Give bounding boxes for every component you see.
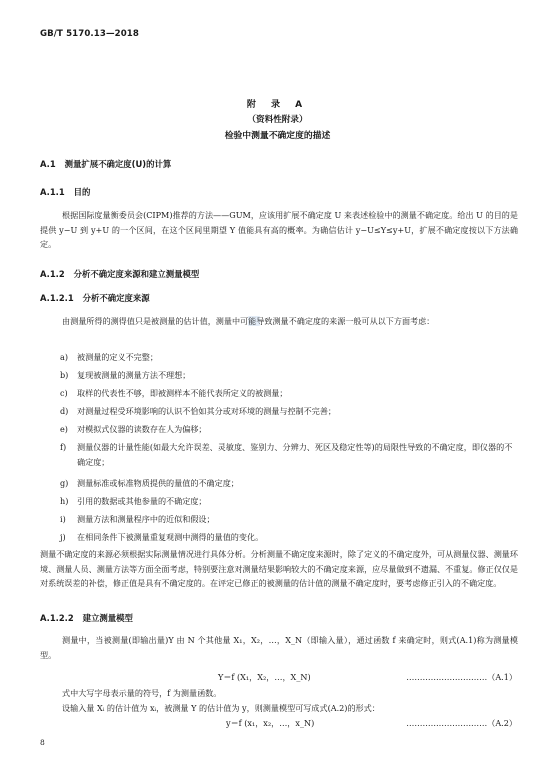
equation-number: …………………………（A.2）	[406, 718, 517, 728]
heading-number: A.1.2.1	[40, 293, 74, 303]
list-text: 引用的数据或其他参量的不确定度；	[77, 496, 207, 506]
heading-number: A.1.2.2	[40, 613, 74, 623]
heading-text: 建立测量模型	[82, 613, 133, 623]
list-text: 测量仪器的计量性能(如最大允许误差、灵敏度、鉴别力、分辨力、死区及稳定性等)的局限性导致的不确定度，即仪器的不确定度；	[77, 442, 513, 467]
list-text: 取样的代表性不够，即被测样本不能代表所定义的被测量；	[77, 388, 288, 398]
heading-number: A.1.2	[40, 269, 65, 279]
heading-a122	[40, 612, 133, 624]
paragraph-estimates: 设输入量 Xᵢ 的估计值为 xᵢ，被测量 Y 的估计值为 y，则测量模型可写成式(A.2)的形式：	[62, 703, 380, 713]
equation-a1: Y＝f (X₁，X₂，…，X_N)	[218, 672, 311, 682]
list-text: 在相同条件下被测量重复观测中测得的量值的变化。	[77, 532, 264, 542]
standard-code: GB/T 5170.13—2018	[40, 29, 139, 39]
heading-text: 分析不确定度来源和建立测量模型	[73, 269, 200, 279]
list-marker: b)	[60, 370, 69, 380]
list-item	[60, 386, 520, 401]
paragraph-source-analysis: 测量不确定度的来源必须根据实际测量情况进行具体分析。分析测量不确定度来源时，除了定义的不确定度外，可从测量仪器、测量环境、测量人员、测量方法等方面全面考虑，特别要注意对测量结果影响较大的不确定度来源，应尽量做到不遗漏、不重复。修正仅仅是对系统误差的补偿，修正值是具有不确定度的。在评定已修正的被测量的估计值的测量不确定度时，要考虑修正引入的不确定度。	[40, 549, 518, 588]
list-item	[60, 404, 520, 419]
equation-a2: y＝f (x₁，x₂，…，x_N)	[226, 718, 315, 728]
list-item	[60, 422, 520, 437]
list-item	[60, 494, 520, 509]
list-text: 被测量的定义不完整；	[77, 352, 158, 362]
heading-text: 目的	[73, 187, 91, 197]
paragraph-sources: 由测量所得的测得值只是被测量的估计值，测量中可能导致测量不确定度的来源一般可从以下方面考虑：	[62, 316, 435, 326]
heading-text: 测量扩展不确定度(U)的计算	[64, 159, 172, 169]
list-marker: i)	[60, 514, 66, 524]
page-number: 8	[40, 738, 45, 747]
list-item	[60, 368, 520, 383]
list-marker: c)	[60, 388, 68, 398]
list-marker: e)	[60, 424, 68, 434]
heading-a12	[40, 268, 199, 280]
list-item	[60, 476, 520, 491]
paragraph-model: 测量中，当被测量(即输出量)Y 由 N 个其他量 X₁，X₂，…，X_N（即输入量），通过函数 f 来确定时，则式(A.1)称为测量模型。	[40, 635, 518, 660]
list-marker: f)	[60, 442, 67, 452]
appendix-type: （资料性附录）	[247, 115, 308, 125]
heading-text: 分析不确定度来源	[82, 293, 150, 303]
heading-a11	[40, 186, 90, 198]
appendix-title: 附 录 A	[246, 100, 309, 110]
list-text: 测量方法和测量程序中的近似和假设；	[77, 514, 215, 524]
heading-number: A.1.1	[40, 187, 65, 197]
list-marker: g)	[60, 478, 69, 488]
heading-a1	[40, 158, 171, 170]
list-item	[60, 512, 520, 527]
paragraph-purpose: 根据国际度量衡委员会(CIPM)推荐的方法——GUM，应该用扩展不确定度 U 来表述检验中的测量不确定度。给出 U 的目的是提供 y−U 到 y+U 的一个区间，在这个区间里期望 Y 值能具有高的概率。为确信估计 y−U≤Y≤y+U，扩展不确定度按以下方法确定。	[40, 210, 518, 249]
equation-number: …………………………（A.1）	[406, 672, 517, 682]
list-text: 对测量过程受环境影响的认识不恰如其分或对环境的测量与控制不完善；	[77, 406, 337, 416]
list-marker: d)	[60, 406, 69, 416]
appendix-name: 检验中测量不确定度的描述	[224, 131, 331, 141]
list-marker: j)	[60, 532, 66, 542]
list-text: 复现被测量的测量方法不理想；	[77, 370, 191, 380]
list-item	[60, 440, 520, 469]
list-item	[60, 350, 520, 365]
list-marker: h)	[60, 496, 69, 506]
heading-a121	[40, 292, 150, 304]
list-text: 对模拟式仪器的读数存在人为偏移；	[77, 424, 207, 434]
list-item	[60, 530, 520, 545]
heading-number: A.1	[40, 159, 56, 169]
list-marker: a)	[60, 352, 68, 362]
list-text: 测量标准或标准物质提供的量值的不确定度；	[77, 478, 239, 488]
paragraph-symbols: 式中大写字母表示量的符号，f 为测量函数。	[62, 688, 222, 698]
